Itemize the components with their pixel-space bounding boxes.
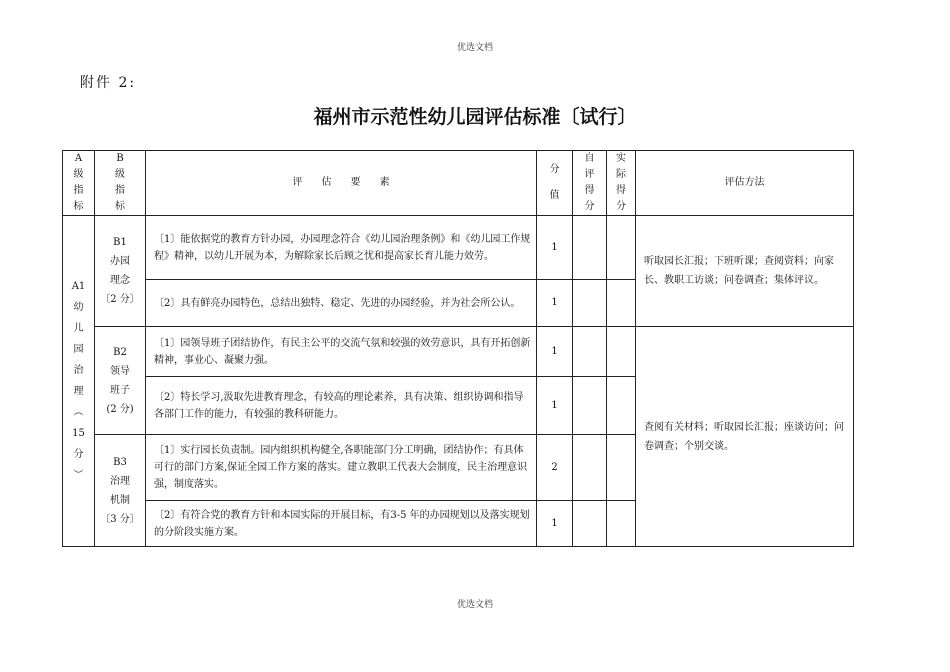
method-cell: 听取园长汇报；下班听课；查阅资料；向家长、教职工访谈；问卷调查；集体评议。 [636, 216, 854, 327]
header-score: 分 值 [537, 151, 573, 216]
a1-label: A1 幼 儿 园 治 理 ︵ 15 分 ︶ [63, 216, 95, 547]
requirement-cell: 〔1〕能依据党的教育方针办园，办园理念符合《幼儿园治理条例》和《幼儿园工作规程》精神，以幼儿开展为本，为解除家长后顾之忧和提高家长育儿能力效劳。 [146, 216, 537, 280]
table-header-row [63, 151, 854, 216]
score-cell: 1 [537, 216, 573, 280]
score-cell: 2 [537, 435, 573, 501]
method-cell: 查阅有关材料；听取园长汇报；座谈访问；问卷调查；个别交谈。 [636, 327, 854, 547]
page-title: 福州市示范性幼儿园评估标准〔试行〕 [313, 106, 637, 128]
score-cell: 1 [537, 327, 573, 377]
evaluation-table [62, 150, 854, 547]
requirement-cell: 〔2〕有符合党的教育方针和本园实际的开展目标，有3-5 年的办园规划以及落实规划的分阶段实施方案。 [146, 501, 537, 547]
self-score-cell [573, 280, 607, 327]
self-score-cell [573, 501, 607, 547]
attachment-label: 附件 2: [80, 75, 137, 91]
score-cell: 1 [537, 377, 573, 435]
actual-score-cell [607, 280, 636, 327]
actual-score-cell [607, 377, 636, 435]
page-header: 优选文档 [456, 43, 493, 53]
requirement-cell: 〔1〕实行园长负责制。园内组织机构健全,各职能部门分工明确，团结协作；有具体可行的部门方案,保证全园工作方案的落实。建立教职工代表大会制度，民主治理意识强，制度落实。 [146, 435, 537, 501]
header-method: 评估方法 [636, 151, 854, 216]
header-b-level: B 级 指 标 [95, 151, 146, 216]
actual-score-cell [607, 435, 636, 501]
self-score-cell [573, 435, 607, 501]
page-footer: 优选文档 [456, 600, 493, 610]
header-requirements: 评 估 要 素 [146, 151, 537, 216]
requirement-cell: 〔2〕特长学习,汲取先进教育理念，有较高的理论素养，具有决策、组织协调和指导各部门工作的能力，有较强的教科研能力。 [146, 377, 537, 435]
b2-label: B2 领导 班子 (2 分) [95, 327, 146, 435]
header-a-level: A 级 指 标 [63, 151, 95, 216]
b1-label: B1 办园 理念 〔2 分〕 [95, 216, 146, 327]
self-score-cell [573, 216, 607, 280]
actual-score-cell [607, 501, 636, 547]
score-cell: 1 [537, 280, 573, 327]
actual-score-cell [607, 216, 636, 280]
table-row [63, 327, 854, 377]
header-actual-score: 实 际 得 分 [607, 151, 636, 216]
actual-score-cell [607, 327, 636, 377]
requirement-cell: 〔2〕具有鲜亮办园特色，总结出独特、稳定、先进的办园经验，并为社会所公认。 [146, 280, 537, 327]
score-cell: 1 [537, 501, 573, 547]
self-score-cell [573, 327, 607, 377]
b3-label: B3 治理 机制 〔3 分〕 [95, 435, 146, 547]
self-score-cell [573, 377, 607, 435]
header-self-score: 自 评 得 分 [573, 151, 607, 216]
requirement-cell: 〔1〕园领导班子团结协作，有民主公平的交流气氛和较强的效劳意识，具有开拓创新精神，事业心、凝聚力强。 [146, 327, 537, 377]
table-row [63, 216, 854, 280]
